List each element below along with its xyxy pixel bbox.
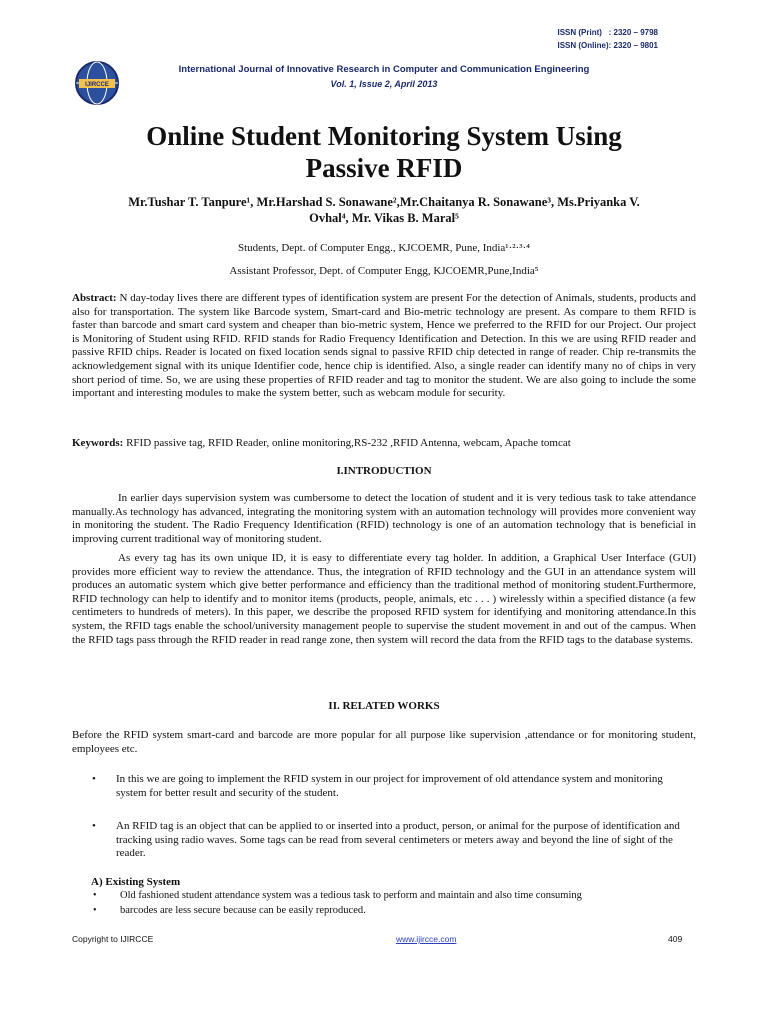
title-line-1: Online Student Monitoring System Using: [146, 121, 622, 151]
abstract-text: N day-today lives there are different types of identification system are present For the detection of Animals, students, products and also for transportation. The system like Barcode system, Smart-card and Bio-metric technology are present. As compare to them RFID is faster than barcode and smart card system and cheaper than bio-metric system, Hence we preferred to the RFID for our Project. Our project is Monitoring of Student using RFID. RFID stands for Radio Frequency Identification and Detection. In this we are using RFID reader and passive RFID chips. Reader is located on fixed location sends signal to passive RFID chip detected in range of reader. Chip re-transmits the acknowledgement signal with its unique Identifier code, hence chip is identified. Also, a single reader can identify many no of chips in very short period of time. So, we are using these properties of RFID reader and tag to monitor the student. We are also going to include the some important and interesting modules to make the system better, such as webcam module for security.: [72, 292, 696, 400]
footer-copyright: Copyright to IJIRCCE: [72, 934, 154, 944]
footer-page-number: 409: [668, 934, 683, 944]
intro-paragraph-1: In earlier days supervision system was cumbersome to detect the location of student and it is very tedious task to take attendance manually.As technology has advanced, integrating the monitoring system with an automation technology will provides more convenient way in monitoring the student. The Radio Frequency Identification (RFID) technology is one of an automation technology that is beneficial in improving current traditional way of monitoring student.: [72, 492, 696, 545]
bullet-dot: •: [92, 820, 96, 832]
journal-issue: Vol. 1, Issue 2, April 2013: [330, 79, 438, 89]
footer-website-link[interactable]: www.ijircce.com: [396, 934, 457, 944]
existing-bullet-1: Old fashioned student attendance system was a tedious task to perform and maintain and also time consuming: [120, 890, 582, 901]
intro-paragraph-2: As every tag has its own unique ID, it is easy to differentiate every tag holder. In addition, a Graphical User Interface (GUI) provides more efficient way to review the attendance. Thus, the integration of RFID technology and the GUI in an attendance system will produces an automatic system which give better performance and efficiency than the traditional method of monitoring student.Furthermore, RFID technology can help to identify and to monitor items (products, people, animals, etc . . . ) wirelessly within a specified distance (a few centimeters to hundreds of meters). In this paper, we describe the proposed RFID system for identifying and monitoring attendance.In this system, the RFID tags enable the school/university management people to supervise the student movement in and out of the campus. When the RFID tags pass through the RFID reader in read range zone, then system will record the data from the RFID tags to the database systems.: [72, 552, 696, 646]
affiliation-students: Students, Dept. of Computer Engg., KJCOEMR, Pune, India¹·²·³·⁴: [237, 242, 531, 254]
abstract-label: Abstract:: [72, 292, 117, 304]
existing-system-heading: A) Existing System: [91, 876, 181, 888]
abstract: [72, 292, 696, 401]
affiliation-professor: Assistant Professor, Dept. of Computer Engg, KJCOEMR,Pune,India⁵: [229, 265, 539, 277]
related-heading: II. RELATED WORKS: [328, 700, 440, 712]
keywords: [72, 437, 696, 451]
authors-line-2: Ovhal⁴, Mr. Vikas B. Maral⁵: [309, 211, 459, 225]
authors: [60, 194, 708, 226]
logo-text: IJIRCCE: [85, 82, 109, 88]
issn-online: ISSN (Online): 2320 – 9801: [557, 41, 658, 50]
keywords-label: Keywords:: [72, 437, 124, 449]
keywords-text: RFID passive tag, RFID Reader, online monitoring,RS-232 ,RFID Antenna, webcam, Apache tomcat: [123, 437, 571, 449]
issn-print: ISSN (Print) : 2320 – 9798: [557, 28, 658, 37]
authors-line-1: Mr.Tushar T. Tanpure¹, Mr.Harshad S. Sonawane²,Mr.Chaitanya R. Sonawane³, Ms.Priyanka V.: [128, 195, 640, 209]
paper-title: [60, 120, 708, 184]
intro-heading: I.INTRODUCTION: [336, 465, 432, 477]
bullet-dot: •: [92, 773, 96, 785]
title-line-2: Passive RFID: [305, 153, 463, 183]
related-bullet-1: In this we are going to implement the RFID system in our project for improvement of old attendance system and monitoring system for better result and security of the student.: [116, 773, 663, 799]
issn-block: [558, 26, 659, 52]
journal-name: International Journal of Innovative Research in Computer and Communication Engineering: [178, 64, 590, 75]
related-bullet-2: An RFID tag is an object that can be applied to or inserted into a product, person, or animal for the purpose of identification and tracking using radio waves. Some tags can be read from several centimeters or meters away and beyond the line of sight of the reader.: [116, 820, 680, 860]
related-paragraph: Before the RFID system smart-card and barcode are more popular for all purpose like supervision ,attendance or for monitoring student, employees etc.: [72, 729, 696, 755]
bullet-dot: •: [93, 905, 97, 916]
bullet-dot: •: [93, 890, 97, 901]
existing-bullet-2: barcodes are less secure because can be easily reproduced.: [120, 905, 366, 916]
